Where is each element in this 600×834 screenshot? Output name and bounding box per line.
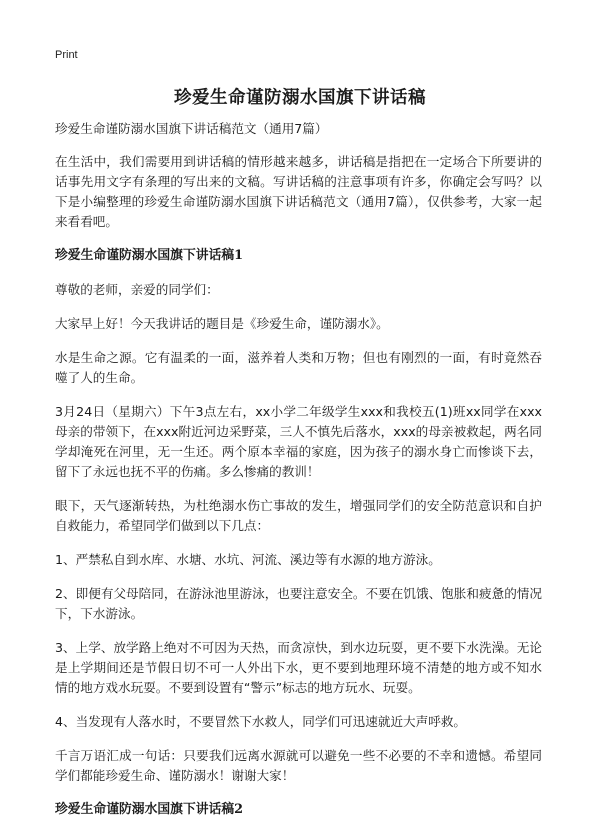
section-heading-1: 珍爱生命谨防溺水国旗下讲话稿1 xyxy=(55,248,244,263)
paragraph: 水是生命之源。它有温柔的一面，滋养着人类和万物；但也有刚烈的一面，有时竟然吞噬了人的生命。 xyxy=(55,350,542,385)
intro-paragraph: 在生活中，我们需要用到讲话稿的情形越来越多，讲话稿是指把在一定场合下所要讲的话事先用文字有条理的写出来的文稿。写讲话稿的注意事项有许多，你确定会写吗？以下是小编整理的珍爱生命谨防溺水国旗下讲话稿范文（通用7篇），仅供参考，大家一起来看看吧。 xyxy=(55,154,542,229)
section-heading-2: 珍爱生命谨防溺水国旗下讲话稿2 xyxy=(55,802,244,817)
paragraph: 眼下，天气逐渐转热，为杜绝溺水伤亡事故的发生，增强同学们的安全防范意识和自护自救能力，希望同学们做到以下几点： xyxy=(55,498,542,533)
list-item: 1、严禁私自到水库、水塘、水坑、河流、溪边等有水源的地方游泳。 xyxy=(55,552,441,567)
list-item: 2、即便有父母陪同，在游泳池里游泳，也要注意安全。不要在饥饿、饱胀和疲惫的情况下，下水游泳。 xyxy=(55,586,542,621)
list-item: 3、上学、放学路上绝对不可因为天热，而贪凉快，到水边玩耍，更不要下水洗澡。无论是上学期间还是节假日切不可一人外出下水，更不要到地理环境不清楚的地方或不知水情的地方戏水玩耍。不要到设置有“警示”标志的地方玩水、玩耍。 xyxy=(55,640,542,695)
document-body xyxy=(55,119,542,834)
list-item: 4、当发现有人落水时，不要冒然下水救人，同学们可迅速就近大声呼救。 xyxy=(55,714,467,729)
paragraph: 大家早上好！今天我讲话的题目是《珍爱生命，谨防溺水》。 xyxy=(55,316,389,331)
paragraph: 3月24日（星期六）下午3点左右，xx小学二年级学生xxx和我校五(1)班xx同学在xxx母亲的带领下，在xxx附近河边采野菜，三人不慎先后落水，xxx的母亲被救起，两名同学却淹死在河里，无一生还。两个原本幸福的家庭，因为孩子的溺水身亡而惨谈下去，留下了永远也抚不平的伤痛。多么惨痛的教训！ xyxy=(55,404,542,479)
print-link[interactable]: Print xyxy=(55,49,78,61)
paragraph: 尊敬的老师，亲爱的同学们： xyxy=(55,282,219,297)
document-subtitle: 珍爱生命谨防溺水国旗下讲话稿范文（通用7篇） xyxy=(55,121,328,136)
page-title: 珍爱生命谨防溺水国旗下讲话稿 xyxy=(174,88,426,108)
paragraph: 千言万语汇成一句话：只要我们远离水源就可以避免一些不必要的不幸和遗憾。希望同学们都能珍爱生命、谨防溺水！谢谢大家！ xyxy=(55,748,542,783)
